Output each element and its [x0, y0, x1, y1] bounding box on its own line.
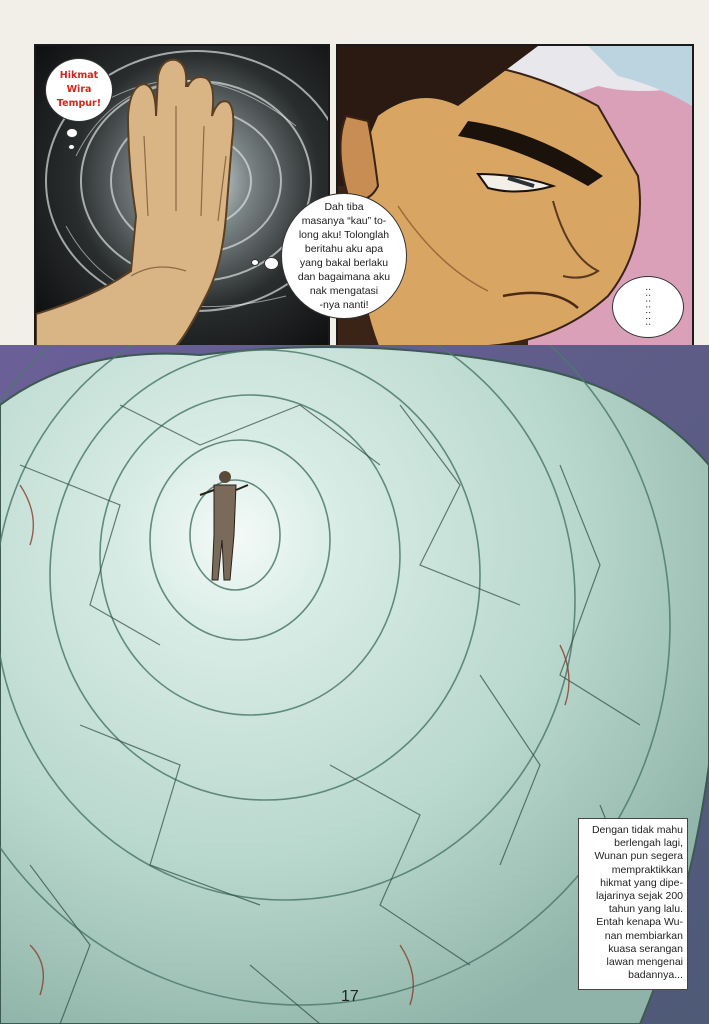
- caption-line: tahun yang lalu.: [608, 903, 683, 916]
- caption-line: Dengan tidak mahu: [591, 824, 683, 836]
- thought-dot: [264, 257, 279, 270]
- speech-line: masanya “kau” to-: [301, 215, 387, 227]
- caption-line: Entah kenapa Wu-: [596, 916, 683, 929]
- caption-line: lajarinya sejak 200: [596, 890, 683, 903]
- sound-effect-line: Hikmat: [59, 70, 99, 81]
- speech-bubble: [281, 193, 407, 319]
- silent-dots: :::::::: [643, 286, 653, 328]
- speech-line: yang bakal berlaku: [299, 257, 389, 269]
- page-number: 17: [341, 988, 359, 1005]
- caption-line: mempraktikkan: [611, 863, 683, 876]
- caption-line: lawan mengenai: [606, 956, 683, 969]
- caption-line: kuasa serangan: [608, 942, 683, 955]
- sound-effect-line: Tempur!: [56, 98, 102, 109]
- speech-line: long aku! Tolonglah: [298, 229, 390, 241]
- caption-line: berlengah lagi,: [614, 837, 683, 850]
- caption-line: badannya...: [628, 969, 683, 982]
- thought-dot: [66, 128, 78, 138]
- thought-dot: [251, 259, 259, 266]
- thought-dot: [68, 144, 75, 150]
- narration-caption: [578, 818, 688, 990]
- silent-dots-column: [645, 287, 651, 328]
- speech-line: nak mengatasi: [309, 285, 379, 297]
- speech-line: -nya nanti!: [319, 299, 369, 311]
- caption-line: hikmat yang dipe-: [600, 876, 683, 889]
- caption-line: nan membiarkan: [604, 929, 683, 942]
- sound-effect-line: Wira: [66, 84, 92, 95]
- caption-line: Wunan pun segera: [594, 850, 683, 863]
- sound-effect-bubble: [45, 58, 113, 122]
- speech-line: Dah tiba: [324, 201, 364, 213]
- speech-line: beritahu aku apa: [304, 243, 384, 255]
- speech-line: dan bagaimana aku: [297, 271, 391, 283]
- silent-dots-bubble: [612, 276, 684, 338]
